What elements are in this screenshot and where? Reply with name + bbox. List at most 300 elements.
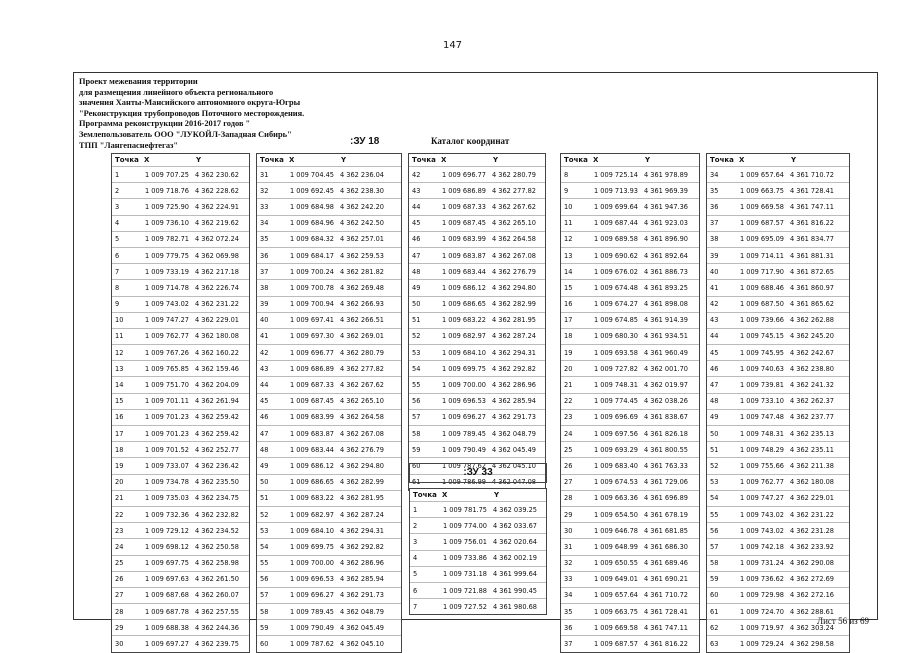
y-cell: 4 362 285.94	[491, 397, 536, 406]
y-cell: 4 362 232.82	[194, 510, 239, 519]
table-row	[257, 538, 401, 554]
table-row	[561, 506, 699, 522]
x-cell: 1 009 696.53	[441, 397, 486, 406]
point-cell: 53	[710, 478, 719, 487]
x-cell: 1 009 696.27	[289, 591, 334, 600]
table-row	[410, 550, 546, 566]
coordinates-table-3	[408, 153, 546, 491]
y-cell: 4 362 045.49	[339, 623, 384, 632]
header-line: Землепользователь ООО "ЛУКОЙЛ-Западная Сибирь"	[79, 129, 292, 139]
point-cell: 38	[260, 283, 269, 292]
point-cell: 7	[413, 602, 418, 611]
x-cell: 1 009 747.27	[739, 494, 784, 503]
table-row	[409, 328, 545, 344]
table-row	[561, 182, 699, 198]
table-row	[112, 474, 249, 490]
y-cell: 4 362 204.09	[194, 381, 239, 390]
table-row	[112, 215, 249, 231]
point-cell: 45	[710, 348, 719, 357]
table-row	[257, 312, 401, 328]
table-row	[561, 344, 699, 360]
y-cell: 4 361 747.11	[789, 202, 834, 211]
point-cell: 16	[564, 300, 573, 309]
point-cell: 47	[710, 381, 719, 390]
point-cell: 31	[564, 542, 573, 551]
y-cell: 4 362 294.31	[339, 526, 384, 535]
x-cell: 1 009 729.98	[739, 591, 784, 600]
table-row	[707, 490, 849, 506]
header-y: Y	[196, 156, 202, 164]
table-header	[112, 154, 249, 166]
point-cell: 55	[260, 559, 269, 568]
x-cell: 1 009 687.57	[739, 219, 784, 228]
point-cell: 46	[260, 413, 269, 422]
point-cell: 50	[412, 300, 421, 309]
point-cell: 36	[564, 623, 573, 632]
table-row	[257, 393, 401, 409]
x-cell: 1 009 714.11	[739, 251, 784, 260]
point-cell: 40	[260, 316, 269, 325]
y-cell: 4 362 276.79	[339, 445, 384, 454]
table-header	[409, 154, 545, 166]
table-row	[257, 182, 401, 198]
point-cell: 23	[564, 413, 573, 422]
table-row	[112, 263, 249, 279]
x-cell: 1 009 692.45	[289, 186, 334, 195]
y-cell: 4 362 286.96	[339, 559, 384, 568]
point-cell: 34	[710, 170, 719, 179]
point-cell: 44	[412, 202, 421, 211]
header-line: ТПП "Лангепаснефтегаз"	[79, 140, 179, 150]
y-cell: 4 362 281.95	[339, 494, 384, 503]
y-cell: 4 362 238.30	[339, 186, 384, 195]
table-row	[112, 231, 249, 247]
y-cell: 4 361 892.64	[643, 251, 688, 260]
y-cell: 4 362 277.82	[339, 364, 384, 373]
x-cell: 1 009 687.68	[144, 591, 189, 600]
y-cell: 4 362 045.49	[491, 445, 536, 454]
table-row	[257, 474, 401, 490]
x-cell: 1 009 743.02	[144, 300, 189, 309]
y-cell: 4 362 231.22	[194, 300, 239, 309]
header-y: Y	[791, 156, 797, 164]
point-cell: 33	[260, 202, 269, 211]
y-cell: 4 362 281.95	[491, 316, 536, 325]
point-cell: 1	[115, 170, 120, 179]
point-cell: 48	[710, 397, 719, 406]
point-cell: 48	[260, 445, 269, 454]
table-row	[257, 360, 401, 376]
y-cell: 4 361 834.77	[789, 235, 834, 244]
x-cell: 1 009 700.00	[441, 381, 486, 390]
zu33-label: :ЗУ 33	[409, 463, 547, 483]
y-cell: 4 362 231.28	[789, 526, 834, 535]
point-cell: 2	[115, 186, 120, 195]
y-cell: 4 362 272.69	[789, 575, 834, 584]
x-cell: 1 009 687.44	[593, 219, 638, 228]
table-row	[409, 312, 545, 328]
point-cell: 18	[115, 445, 124, 454]
x-cell: 1 009 781.75	[442, 505, 487, 514]
y-cell: 4 362 234.52	[194, 526, 239, 535]
y-cell: 4 362 245.20	[789, 332, 834, 341]
y-cell: 4 361 960.49	[643, 348, 688, 357]
header-x: X	[441, 156, 447, 164]
x-cell: 1 009 689.58	[593, 235, 638, 244]
y-cell: 4 362 230.62	[194, 170, 239, 179]
x-cell: 1 009 683.87	[289, 429, 334, 438]
header-line: "Реконструкция трубопроводов Поточного месторождения.	[79, 108, 305, 118]
table-row	[707, 538, 849, 554]
table-row	[410, 566, 546, 582]
x-cell: 1 009 727.82	[593, 364, 638, 373]
y-cell: 4 362 258.98	[194, 559, 239, 568]
x-cell: 1 009 756.01	[442, 537, 487, 546]
table-row	[410, 533, 546, 549]
table-row	[561, 166, 699, 182]
table-row	[707, 279, 849, 295]
x-cell: 1 009 748.31	[739, 429, 784, 438]
point-cell: 56	[710, 526, 719, 535]
coordinates-table-6	[706, 153, 850, 653]
table-row	[257, 344, 401, 360]
table-row	[707, 587, 849, 603]
table-row	[409, 166, 545, 182]
y-cell: 4 361 860.97	[789, 283, 834, 292]
x-cell: 1 009 742.18	[739, 542, 784, 551]
point-cell: 53	[412, 348, 421, 357]
point-cell: 5	[115, 235, 120, 244]
y-cell: 4 362 228.62	[194, 186, 239, 195]
point-cell: 53	[260, 526, 269, 535]
y-cell: 4 361 728.41	[789, 186, 834, 195]
y-cell: 4 362 045.10	[339, 640, 384, 649]
x-cell: 1 009 704.45	[289, 170, 334, 179]
x-cell: 1 009 787.62	[441, 461, 486, 470]
point-cell: 61	[412, 478, 421, 487]
table-row	[257, 328, 401, 344]
point-cell: 22	[115, 510, 124, 519]
point-cell: 8	[564, 170, 569, 179]
y-cell: 4 362 238.80	[789, 364, 834, 373]
x-cell: 1 009 701.11	[144, 397, 189, 406]
x-cell: 1 009 663.75	[593, 607, 638, 616]
x-cell: 1 009 683.87	[441, 251, 486, 260]
y-cell: 4 362 265.10	[339, 397, 384, 406]
point-cell: 19	[564, 348, 573, 357]
y-cell: 4 362 229.01	[194, 316, 239, 325]
point-cell: 32	[260, 186, 269, 195]
x-cell: 1 009 733.19	[144, 267, 189, 276]
x-cell: 1 009 790.49	[441, 445, 486, 454]
table-row	[257, 522, 401, 538]
table-row	[257, 247, 401, 263]
point-cell: 58	[412, 429, 421, 438]
y-cell: 4 362 241.32	[789, 381, 834, 390]
table-row	[257, 441, 401, 457]
table-row	[112, 360, 249, 376]
y-cell: 4 361 923.03	[643, 219, 688, 228]
y-cell: 4 362 231.22	[789, 510, 834, 519]
x-cell: 1 009 719.97	[739, 623, 784, 632]
x-cell: 1 009 697.63	[144, 575, 189, 584]
y-cell: 4 361 816.22	[789, 219, 834, 228]
y-cell: 4 362 288.61	[789, 607, 834, 616]
table-row	[561, 490, 699, 506]
y-cell: 4 361 816.22	[643, 640, 688, 649]
table-row	[410, 598, 546, 614]
y-cell: 4 362 259.53	[339, 251, 384, 260]
x-cell: 1 009 743.02	[739, 510, 784, 519]
coordinates-table-5	[560, 153, 700, 653]
y-cell: 4 362 265.10	[491, 219, 536, 228]
y-cell: 4 361 710.72	[789, 170, 834, 179]
y-cell: 4 362 269.48	[339, 283, 384, 292]
table-row	[112, 198, 249, 214]
x-cell: 1 009 674.85	[593, 316, 638, 325]
table-row	[707, 231, 849, 247]
point-cell: 23	[115, 526, 124, 535]
x-cell: 1 009 687.50	[739, 300, 784, 309]
x-cell: 1 009 697.30	[289, 332, 334, 341]
table-row	[409, 393, 545, 409]
point-cell: 25	[115, 559, 124, 568]
table-row	[707, 376, 849, 392]
point-cell: 4	[115, 219, 120, 228]
point-cell: 15	[564, 283, 573, 292]
point-cell: 18	[564, 332, 573, 341]
x-cell: 1 009 789.45	[289, 607, 334, 616]
point-cell: 14	[564, 267, 573, 276]
point-cell: 59	[412, 445, 421, 454]
table-row	[257, 425, 401, 441]
point-cell: 11	[115, 332, 124, 341]
point-cell: 55	[710, 510, 719, 519]
y-cell: 4 362 069.98	[194, 251, 239, 260]
table-row	[257, 571, 401, 587]
coordinates-table-2	[256, 153, 402, 653]
x-cell: 1 009 729.12	[144, 526, 189, 535]
y-cell: 4 362 242.50	[339, 219, 384, 228]
point-cell: 58	[710, 559, 719, 568]
point-cell: 49	[710, 413, 719, 422]
x-cell: 1 009 700.00	[289, 559, 334, 568]
table-row	[707, 328, 849, 344]
y-cell: 4 362 033.67	[492, 521, 537, 530]
point-cell: 4	[413, 554, 418, 563]
table-row	[112, 247, 249, 263]
y-cell: 4 362 001.70	[643, 364, 688, 373]
point-cell: 60	[710, 591, 719, 600]
table-header	[257, 154, 401, 166]
table-row	[409, 376, 545, 392]
y-cell: 4 362 160.22	[194, 348, 239, 357]
point-cell: 17	[115, 429, 124, 438]
y-cell: 4 361 999.64	[492, 570, 537, 579]
table-row	[112, 587, 249, 603]
x-cell: 1 009 693.58	[593, 348, 638, 357]
header-line: Программа реконструкции 2016-2017 годов "	[79, 119, 251, 129]
table-row	[112, 376, 249, 392]
table-row	[707, 457, 849, 473]
table-row	[410, 517, 546, 533]
table-row	[257, 409, 401, 425]
x-cell: 1 009 683.44	[289, 445, 334, 454]
table-row	[561, 409, 699, 425]
point-cell: 27	[115, 591, 124, 600]
y-cell: 4 362 267.08	[491, 251, 536, 260]
x-cell: 1 009 690.62	[593, 251, 638, 260]
header-point: Точка	[413, 491, 437, 499]
table-row	[707, 296, 849, 312]
x-cell: 1 009 686.12	[441, 283, 486, 292]
x-cell: 1 009 654.50	[593, 510, 638, 519]
table-row	[257, 279, 401, 295]
point-cell: 37	[260, 267, 269, 276]
y-cell: 4 362 250.58	[194, 542, 239, 551]
y-cell: 4 362 072.24	[194, 235, 239, 244]
table-row	[112, 279, 249, 295]
y-cell: 4 362 276.79	[491, 267, 536, 276]
x-cell: 1 009 696.77	[441, 170, 486, 179]
table-row	[112, 328, 249, 344]
table-row	[409, 231, 545, 247]
point-cell: 34	[564, 591, 573, 600]
y-cell: 4 361 881.31	[789, 251, 834, 260]
table-header	[707, 154, 849, 166]
x-cell: 1 009 649.01	[593, 575, 638, 584]
y-cell: 4 361 826.18	[643, 429, 688, 438]
point-cell: 21	[564, 381, 573, 390]
x-cell: 1 009 696.77	[289, 348, 334, 357]
x-cell: 1 009 697.75	[144, 559, 189, 568]
point-cell: 19	[115, 461, 124, 470]
y-cell: 4 362 047.08	[491, 478, 536, 487]
point-cell: 43	[260, 364, 269, 373]
table-row	[561, 231, 699, 247]
x-cell: 1 009 701.52	[144, 445, 189, 454]
y-cell: 4 362 235.13	[789, 429, 834, 438]
x-cell: 1 009 686.89	[441, 186, 486, 195]
table-row	[707, 312, 849, 328]
table-row	[707, 635, 849, 651]
y-cell: 4 362 261.94	[194, 397, 239, 406]
table-row	[707, 571, 849, 587]
point-cell: 2	[413, 521, 418, 530]
x-cell: 1 009 727.52	[442, 602, 487, 611]
point-cell: 50	[260, 478, 269, 487]
point-cell: 24	[564, 429, 573, 438]
x-cell: 1 009 699.75	[289, 542, 334, 551]
point-cell: 43	[412, 186, 421, 195]
x-cell: 1 009 707.25	[144, 170, 189, 179]
x-cell: 1 009 735.03	[144, 494, 189, 503]
point-cell: 56	[412, 397, 421, 406]
x-cell: 1 009 697.41	[289, 316, 334, 325]
x-cell: 1 009 688.46	[739, 283, 784, 292]
y-cell: 4 362 267.62	[339, 381, 384, 390]
x-cell: 1 009 696.69	[593, 413, 638, 422]
table-row	[257, 296, 401, 312]
point-cell: 36	[260, 251, 269, 260]
y-cell: 4 362 180.08	[789, 478, 834, 487]
table-row	[561, 425, 699, 441]
x-cell: 1 009 687.45	[441, 219, 486, 228]
table-row	[409, 198, 545, 214]
header-y: Y	[645, 156, 651, 164]
x-cell: 1 009 699.64	[593, 202, 638, 211]
x-cell: 1 009 767.26	[144, 348, 189, 357]
table-row	[257, 231, 401, 247]
x-cell: 1 009 725.90	[144, 202, 189, 211]
y-cell: 4 362 002.19	[492, 554, 537, 563]
point-cell: 51	[260, 494, 269, 503]
table-row	[257, 166, 401, 182]
y-cell: 4 362 280.79	[491, 170, 536, 179]
point-cell: 5	[413, 570, 418, 579]
point-cell: 58	[260, 607, 269, 616]
y-cell: 4 361 747.11	[643, 623, 688, 632]
point-cell: 30	[115, 640, 124, 649]
table-row	[707, 474, 849, 490]
table-row	[410, 582, 546, 598]
header-line: для размещения линейного объекта регионального	[79, 87, 274, 97]
x-cell: 1 009 696.53	[289, 575, 334, 584]
x-cell: 1 009 684.10	[441, 348, 486, 357]
y-cell: 4 362 266.51	[339, 316, 384, 325]
x-cell: 1 009 648.99	[593, 542, 638, 551]
table-row	[112, 425, 249, 441]
point-cell: 57	[412, 413, 421, 422]
y-cell: 4 362 217.18	[194, 267, 239, 276]
point-cell: 43	[710, 316, 719, 325]
table-row	[561, 279, 699, 295]
point-cell: 37	[710, 219, 719, 228]
x-cell: 1 009 714.78	[144, 283, 189, 292]
y-cell: 4 361 990.45	[492, 586, 537, 595]
point-cell: 61	[710, 607, 719, 616]
table-row	[112, 457, 249, 473]
point-cell: 42	[412, 170, 421, 179]
y-cell: 4 361 838.67	[643, 413, 688, 422]
point-cell: 51	[710, 445, 719, 454]
x-cell: 1 009 693.29	[593, 445, 638, 454]
y-cell: 4 362 242.20	[339, 202, 384, 211]
table-row	[112, 635, 249, 651]
point-cell: 35	[564, 607, 573, 616]
y-cell: 4 362 244.36	[194, 623, 239, 632]
table-row	[112, 344, 249, 360]
table-row	[257, 603, 401, 619]
x-cell: 1 009 687.78	[144, 607, 189, 616]
x-cell: 1 009 683.44	[441, 267, 486, 276]
point-cell: 6	[413, 586, 418, 595]
table-header	[410, 489, 546, 501]
y-cell: 4 362 224.91	[194, 202, 239, 211]
y-cell: 4 362 159.46	[194, 364, 239, 373]
table-row	[561, 247, 699, 263]
table-row	[561, 198, 699, 214]
y-cell: 4 362 262.37	[789, 397, 834, 406]
y-cell: 4 362 280.79	[339, 348, 384, 357]
x-cell: 1 009 743.02	[739, 526, 784, 535]
table-row	[409, 360, 545, 376]
x-cell: 1 009 687.57	[593, 640, 638, 649]
y-cell: 4 362 045.10	[491, 461, 536, 470]
y-cell: 4 362 292.82	[491, 364, 536, 373]
point-cell: 31	[260, 170, 269, 179]
x-cell: 1 009 697.27	[144, 640, 189, 649]
